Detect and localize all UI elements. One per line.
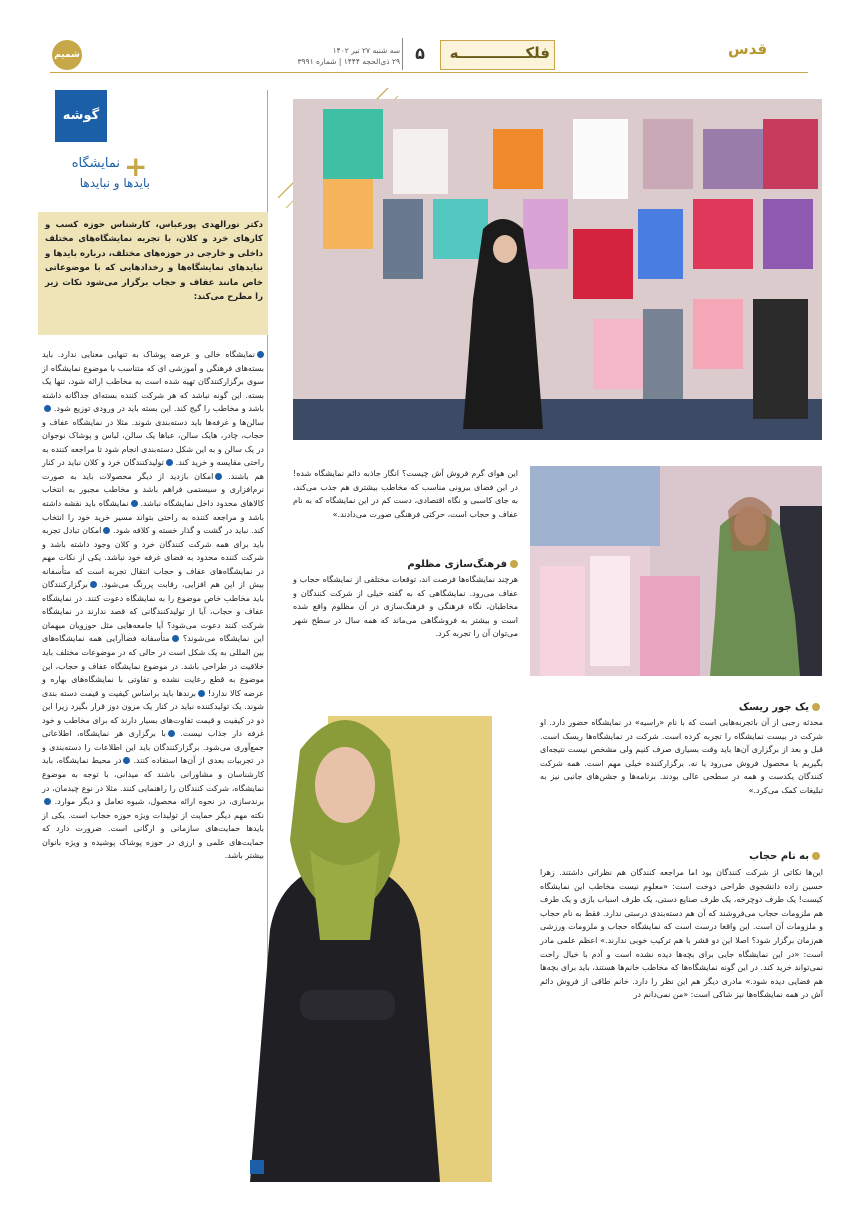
section-heading-text: به نام حجاب — [749, 851, 809, 862]
section-title: فلکـــــــــــــه — [449, 44, 550, 62]
bullet-icon — [166, 459, 173, 466]
exhibition-photo-graphic — [293, 99, 822, 440]
points-list — [42, 348, 264, 863]
point-text: نمایشگاه باید نقشه داشته باشد و مراجعه کننده به راحتی بتواند مسیر خرید خود را انتخاب کند. نباید در گشت و گذار خسته و کلافه شود. — [42, 499, 264, 536]
point-text: نمایشگاه خالی و عرضه پوشاک به تنهایی معنایی ندارد. باید بسته‌های فرهنگی و آموزشی ای که متناسب با موضوع نمایشگاه از سوی برگزارکنندگان تهیه شده است به مخاطب ارائه شود، تنها یک بسته. این گونه نباشد که هر شرکت کننده بسته‌ای جداگانه داشته باشد و مخاطب را گیج کند. این بسته باید در ورودی توزیع شود. — [42, 350, 264, 414]
point-text: سالن‌ها و غرفه‌ها باید دسته‌بندی شوند. مثلا در نمایشگاه عفاف و حجاب، چادر، هایک سالن، عباها یک سالن، لباس و پوشاک نوجوان در یک سالن و به این شکل دسته‌بندی انجام شود تا مراجعه کننده به راحتی مقایسه و خرید کند. — [42, 417, 265, 468]
header-divider — [402, 38, 403, 70]
issue-date: سه شنبه ۲۷ تیر ۱۴۰۲ — [332, 46, 400, 55]
point-text: در محیط نمایشگاه، باید کارشناسان و مشاورانی باشند که میدانی، با توجه به موضوع نمایشگاه، شرکت کنندگان را راهنمایی کنند. مثلا در نوع چیدمان، در برندسازی، در نحوه ارائه محصول، شیوه تعامل و دیگر موارد. — [42, 756, 264, 807]
article-subtitle: بایدها و نبایدها — [79, 176, 150, 190]
bullet-icon — [510, 560, 518, 568]
section-text-risk: محدثه رجبی از آن باتجربه‌هایی است که با نام «راسیه» در نمایشگاه حضور دارد. او شرکت در بیست نمایشگاه را تجربه کرده است. شرکت در نمایشگاه‌ها ریسک است. قبل و بعد از برگزاری آن‌ها باید وقت بسیاری صرف کنیم ولی مشخص نیست نتیجه‌ای بگیریم یا محصول فروش می‌رود یا نه. برگزارکننده خیلی مهم است. همه شرکت کنندگان یکدست و همه در سطحی عالی بودند. برنامه‌ها و جشن‌های جانبی نیز به تبلیغات کمک می‌کرد.» — [540, 718, 823, 795]
point-text: برگزارکنندگان باید مخاطب خاص موضوع را به نمایشگاه دعوت کنند. در نمایشگاه عفاف و حجاب، آیا از تولیدکنندگانی که قصد ندارند در نمایشگاه شرکت کنند دعوت می‌شود؟ آیا جامعه‌هایی مثل حوزویان میهمان این نمایشگاه می‌شوند؟ — [42, 580, 264, 644]
point-text: تولیدکنندگان خرد و کلان نباید در کنار هم باشند. — [42, 458, 265, 481]
point-text: امکان بازدید از دیگر محصولات باید به صورت نرم‌افزاری و سیستمی فراهم باشد و مخاطب مجبور به انتخاب کالاهای محدود داخل نمایشگاه نباشد. — [42, 471, 264, 509]
section-text-culture: هرچند نمایشگاه‌ها فرصت اند، توقعات مختلفی از نمایشگاه حجاب و عفاف می‌رود. نمایشگاهی که به گفته خیلی از شرکت کنندگان و مخاطبان، نگاه فرهنگی و فرهنگ‌سازی در آن مظلوم واقع شده است و بیشتر به فروشگاهی می‌ماند که همه سال در سطح شهر می‌توان آن را تجربه کرد. — [293, 575, 518, 639]
issue-number: ۲۹ ذی‌الحجه ۱۴۴۴ | شماره ۳۹۹۱ — [297, 57, 400, 66]
kind-badge: گوشه — [55, 90, 107, 142]
section-heading-hijab — [700, 851, 820, 862]
point-text: برندها باید براساس کیفیت و قیمت دسته بندی شوند. یک تولیدکننده نباید در کنار یک مزون دوز قرار بگیرد زیرا این دو در کیفیت و قیمت تفاوت‌های بسیار دارند که برای مخاطب و خود غرفه دار جذاب نیست. — [42, 688, 264, 739]
vendor-photo — [530, 466, 822, 676]
section-heading-culture — [400, 559, 518, 570]
point-text: متأسفانه فضاآرایی همه نمایشگاه‌های بین المللی به یک شکل است در حالی که در موضوعات مختلف باید خلاقیت در طراحی باشد. در موضوع نمایشگاه عفاف و حجاب، این موضوع به قطع رعایت نشده و تفاوتی با نمایشگاه‌های بهاره و عرضه کالا ندارد! — [42, 634, 265, 698]
bullet-icon — [131, 500, 138, 507]
point-text: با برگزاری هر نمایشگاه، اطلاعاتی جمع‌آوری می‌شود. برگزارکنندگان باید این اطلاعات را دسته‌بندی و در تجربیات بعدی از آن‌ها استفاده کنند. — [42, 729, 264, 766]
point-text: امکان تبادل تجربه باید برای همه شرکت کنندگان خرد و کلان وجود داشته باشد و شرکت کننده محدود به فضای غرفه خود نباشد. یکی از نکات مهم در نمایشگاه‌های عفاف و حجاب انتقال تجربه است که متأسفانه بیش از این هم افزایی، رقابت پررنگ می‌شود. — [42, 526, 264, 590]
bullet-icon — [44, 405, 51, 412]
exhibition-photo — [293, 99, 822, 440]
expert-portrait-graphic — [240, 690, 452, 1182]
bullet-icon — [812, 703, 820, 711]
bullet-icon — [172, 635, 179, 642]
lead-paragraph: دکتر نورالهدی پورعباس، کارشناس حوزه کسب و کارهای خرد و کلان، با تجربه نمایشگاه‌های مختلف داخلی و خارجی در حوزه‌های مختلف، درباره بایدها و نبایدهای نمایشگاه‌ها و رخدادهایی که با موضوعاتی خاص مانند عفاف و حجاب برگزار می‌شود نکات زیر را مطرح می‌کند: — [45, 220, 263, 303]
expert-portrait — [240, 690, 452, 1182]
bullet-icon — [198, 690, 205, 697]
bullet-icon — [123, 757, 130, 764]
vendor-photo-graphic — [530, 466, 822, 676]
section-heading-risk — [700, 702, 820, 713]
bullet-icon — [168, 730, 175, 737]
bullet-icon — [103, 527, 110, 534]
page-number: ۵ — [415, 44, 425, 63]
article-title: نمایشگاه — [71, 156, 120, 171]
bullet-icon — [215, 473, 222, 480]
point-text: نکته مهم دیگر حمایت از تولیدات ویژه حوزه حجاب است. یکی از بایدها حمایت‌های سازمانی و ارگانی است. ضرورت دارد که حمایت‌های علمی و ارزی در حوزه پوشاک پوشیده و ویژه بانوان بیشتر باشد. — [42, 810, 264, 861]
section-heading-text: یک جور ریسک — [738, 702, 809, 713]
header-rule — [50, 72, 808, 73]
brand-logo: قدس — [728, 40, 768, 58]
bullet-icon — [257, 351, 264, 358]
section-heading-text: فرهنگ‌سازی مظلوم — [407, 559, 507, 570]
weekly-logo: شمیم — [52, 40, 82, 70]
plus-icon: + — [124, 150, 148, 183]
bullet-icon — [44, 798, 51, 805]
point-item — [42, 350, 264, 413]
point-item — [42, 797, 264, 860]
bullet-icon — [812, 852, 820, 860]
section-text-hijab: این‌ها نکاتی از شرکت کنندگان بود اما مراجعه کنندگان هم نظراتی داشتند. زهرا حسین زاده دانشجوی طراحی دوخت است: «معلوم نیست مخاطب این نمایشگاه کیست! یک طرف دوچرخه، یک طرف صنایع دستی، یک طرف اسباب بازی و یک طرف هم ملزومات حجاب می‌فروشند که آن هم دسته‌بندی درستی ندارد. فقط به نام حجاب و ملزومات آن است. این واقعا درست است که نمایشگاه حجاب و ملزومات ورزشی هم‌زمان برگزار شود؟ اصلا این دو قشر با هم ترکیب خوبی ندارند.» اعظم علمی مادر است: «در این نمایشگاه جایی برای بچه‌ها دیده نشده است و آدم با خیال راحت نمی‌تواند خرید کند. در این گونه نمایشگاه‌ها که مخاطب خانم‌ها هستند، باید برای بچه‌ها هم فضایی دیده شود.» مادری دیگر هم این نظر را دارد. خانم طاقی از فروش دائم آش در همه نمایشگاه‌ها نیز شاکی است: «من نمی‌دانم در — [540, 868, 823, 1000]
intro-paragraph: این هوای گرم فروش آش چیست؟ انگار جاذبه دائم نمایشگاه شده! در این فضای بیرونی مناسب که مخاطب بیشتری هم جذب می‌کند، به جای کاسبی و نگاه اقتصادی، دست کم در این نمایشگاه که به نام عفاف و حجاب است، حرکتی فرهنگی صورت می‌دادند.» — [293, 469, 518, 519]
bullet-icon — [90, 581, 97, 588]
